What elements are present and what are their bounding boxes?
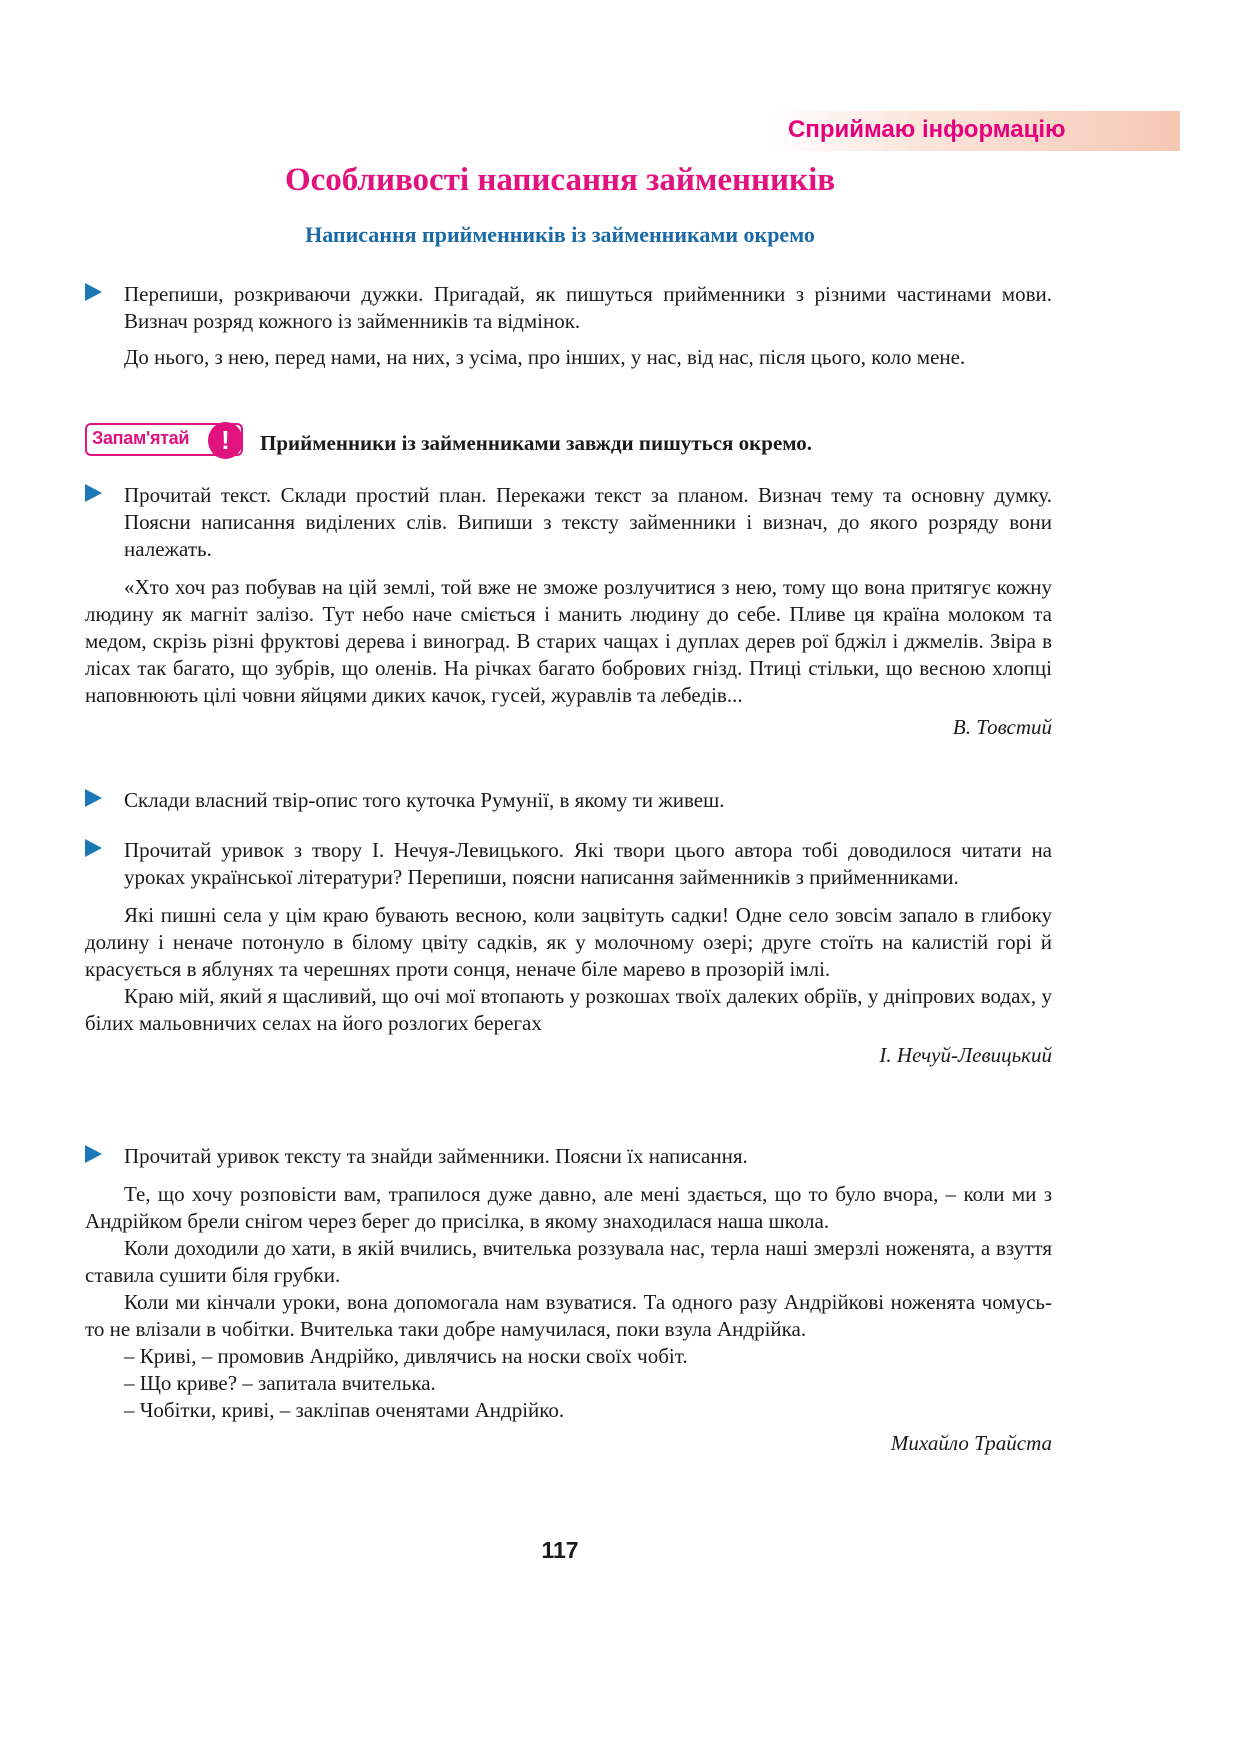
page-number: 117 <box>541 1537 579 1563</box>
remember-label: Запам'ятай <box>92 428 190 448</box>
task-instruction <box>85 837 1052 891</box>
task-instruction <box>85 482 1052 563</box>
task-2 <box>85 482 1052 741</box>
dialogue-line: – Чобітки, криві, – закліпав оченятами Андрійко. <box>124 1398 565 1422</box>
excerpt-paragraph: Які пишні села у цім краю бувають весною, коли зацвітуть садки! Одне село зовсім запало в глибоку долину і неначе потонуло в білому цвіту садків, як у молочному озері; друге стоїть на калистій горі й красується в яблунях та черешнях проти сонця, неначе біле марево в прозорій імлі. <box>85 903 1052 981</box>
task-3 <box>85 787 1052 814</box>
triangle-bullet-icon <box>85 839 102 857</box>
text-author: І. Нечуй-Левицький <box>879 1043 1052 1067</box>
rule-text: Прийменники із займенниками завжди пишуться окремо. <box>260 431 813 455</box>
excerpt-paragraph: Коли доходили до хати, в якій вчились, вчителька роззувала нас, терла наші змерзлі ноженята, а взуття ставила сушити біля грубки. <box>85 1236 1052 1287</box>
dialogue-line: – Криві, – промовив Андрійко, дивлячись на носки своїх чобіт. <box>124 1344 688 1368</box>
excerpt-paragraph: Те, що хочу розповісти вам, трапилося дуже давно, але мені здається, що то було вчора, – коли ми з Андрійком брели снігом через берег до присілка, в якому знаходилася наша школа. <box>85 1182 1052 1233</box>
section-banner <box>770 111 1180 151</box>
task-instruction-text: Склади власний твір-опис того куточка Румунії, в якому ти живеш. <box>124 788 725 812</box>
triangle-bullet-icon <box>85 1145 102 1163</box>
text-author: В. Товстий <box>952 715 1052 739</box>
task-instruction <box>85 1143 1052 1170</box>
excerpt-paragraph: Коли ми кінчали уроки, вона допомогала нам взуватися. Та одного разу Андрійкові ноженята чомусь-то не влізали в чобітки. Вчителька таки добре намучилася, поки взула Андрійка. <box>85 1290 1052 1341</box>
text-author: Михайло Трайста <box>890 1431 1052 1455</box>
triangle-bullet-icon <box>85 484 102 502</box>
reading-text: «Хто хоч раз побував на цій землі, той вже не зможе розлучитися з нею, тому що вона притягує кожну людину як магніт залізо. Тут небо наче сміється і манить людину до себе. Пливе ця країна молоком та медом, скрізь різні фруктові дерева і виноград. В старих чащах і дуплах дерев рої бджіл і джмелів. Звіра в лісах так багато, що зубрів, що оленів. На річках багато бобрових гнізд. Птиці стільки, що весною хлопці наповнюють цілі човни яйцями диких качок, гусей, журавлів та лебедів... <box>85 575 1052 707</box>
task-instruction <box>85 787 1052 814</box>
task-instruction <box>85 281 1052 335</box>
triangle-bullet-icon <box>85 283 102 301</box>
task-4 <box>85 837 1052 1069</box>
exercise-words: До нього, з нею, перед нами, на них, з усіма, про інших, у нас, від нас, після цього, коло мене. <box>124 345 966 369</box>
task-1 <box>85 281 1052 371</box>
section-subtitle: Написання прийменників із займенниками окремо <box>305 222 815 247</box>
remember-badge <box>85 423 243 456</box>
excerpt-paragraph: Краю мій, який я щасливий, що очі мої втопають у розкошах твоїх далеких обріїв, у дніпрових водах, у білих мальовничих селах на його розлогих берегах <box>85 984 1052 1035</box>
dialogue-line: – Що криве? – запитала вчителька. <box>124 1371 436 1395</box>
section-label: Сприймаю інформацію <box>788 116 1066 143</box>
task-5 <box>85 1143 1052 1457</box>
triangle-bullet-icon <box>85 789 102 807</box>
task-instruction-text: Перепиши, розкриваючи дужки. Пригадай, як пишуться прийменники з різними частинами мови. Визнач розряд кожного із займенників та відмінок. <box>124 282 1052 333</box>
task-instruction-text: Прочитай уривок тексту та знайди займенники. Поясни їх написання. <box>124 1144 748 1168</box>
task-instruction-text: Прочитай уривок з твору І. Нечуя-Левицького. Які твори цього автора тобі доводилося читати на уроках української літератури? Перепиши, поясни написання займенників з прийменниками. <box>124 838 1052 889</box>
task-instruction-text: Прочитай текст. Склади простий план. Перекажи текст за планом. Визнач тему та основну думку. Поясни написання виділених слів. Випиши з тексту займенники і визнач, до якого розряду вони належать. <box>124 483 1052 561</box>
page-title: Особливості написання займенників <box>284 162 836 198</box>
exclamation-icon: ! <box>208 422 243 459</box>
